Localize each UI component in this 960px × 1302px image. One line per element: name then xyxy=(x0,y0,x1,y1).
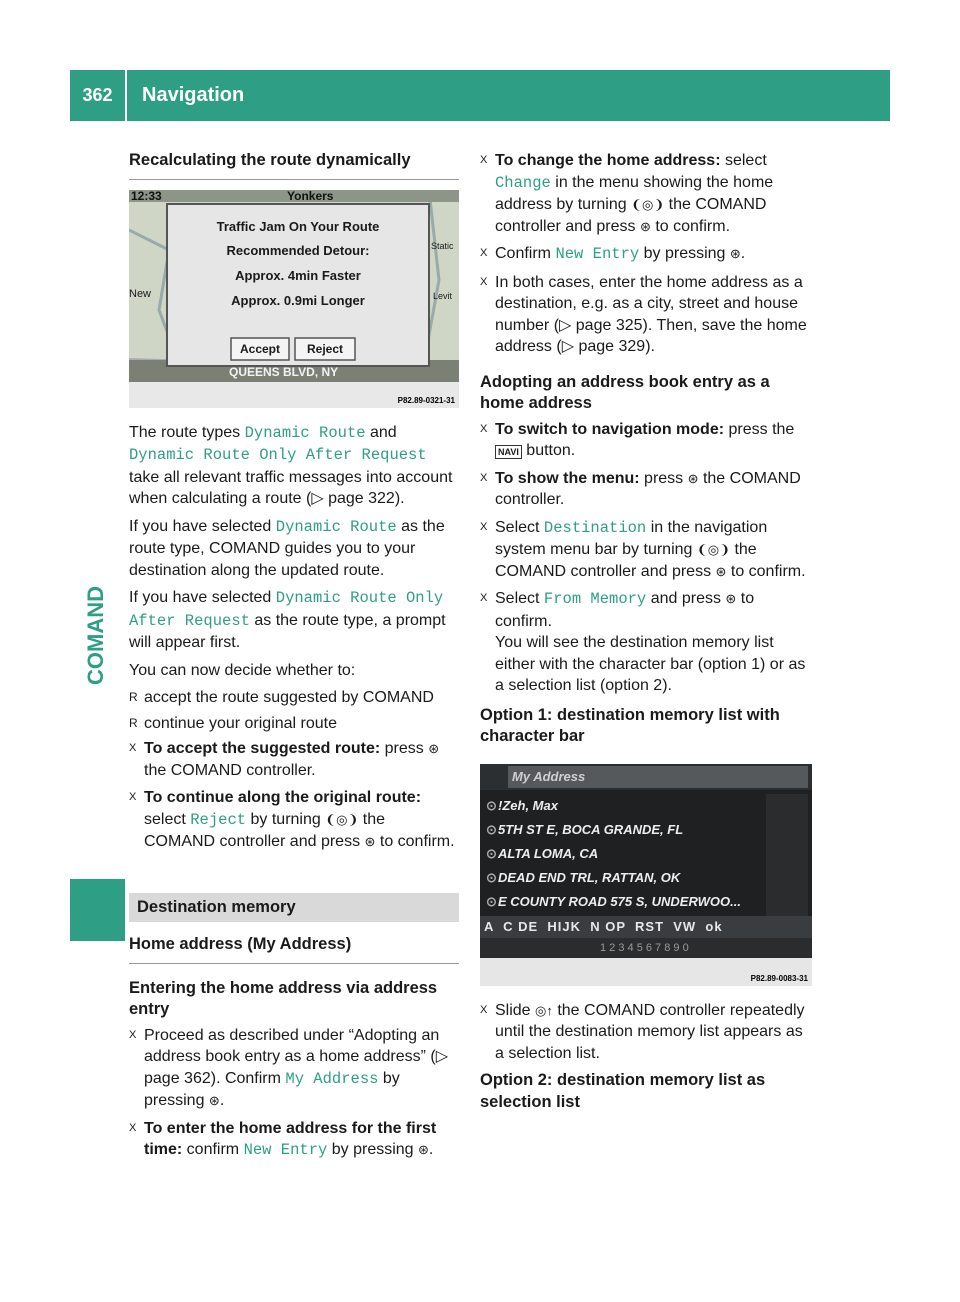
figure-code: P82.89-0083-31 xyxy=(750,973,808,983)
map-label-new: New xyxy=(129,287,152,300)
turn-controller-icon: ❨◎❩ xyxy=(631,197,665,212)
destination-memory-figure xyxy=(480,764,812,986)
turn-controller-icon: ❨◎❩ xyxy=(696,542,731,557)
paragraph-after-request: If you have selected Dynamic Route Only After Request as the route type, a prompt will appear first. xyxy=(129,589,446,651)
list-item[interactable]: ⊙DEAD END TRL, RATTAN, OK xyxy=(486,869,681,885)
press-controller-icon: ⊛ xyxy=(687,470,699,486)
slide-controller-icon: ◎↑ xyxy=(535,1002,553,1018)
reject-button[interactable]: Reject xyxy=(306,341,344,356)
step-enter-address: X In both cases, enter the home address as a destination, e.g. as a city, street and house number (▷ page 325). Then, save the home address (▷ page 329). xyxy=(480,273,807,355)
map-street: QUEENS BLVD, NY xyxy=(229,364,339,379)
press-controller-icon: ⊛ xyxy=(725,591,737,606)
map-time: 12:33 xyxy=(131,189,162,203)
paragraph-decide: You can now decide whether to: xyxy=(129,661,356,679)
figure-code: P82.89-0321-31 xyxy=(397,395,455,405)
paragraph-dynamic-route: If you have selected Dynamic Route as the route type, COMAND guides you to your destination along the updated route. xyxy=(129,517,445,579)
step-proceed: X Proceed as described under “Adopting an address book entry as a home address” (▷ page 362). Confirm My Address by pressing ⊛. xyxy=(129,1026,449,1109)
heading-option-1: Option 1: destination memory list with character bar xyxy=(480,705,780,745)
list-item: R continue your original route xyxy=(129,714,338,732)
step-navigation-mode: X To switch to navigation mode: press the NAVI button. xyxy=(480,420,795,459)
press-controller-icon: ⊛ xyxy=(364,834,376,849)
press-controller-icon: ⊛ xyxy=(428,741,440,756)
step-from-memory: X Select From Memory and press ⊛ to confirm. You will see the destination memory list either with the character bar (option 1) or as a selection list (option 2). xyxy=(480,590,806,694)
header-divider xyxy=(125,70,127,121)
step-change-home: X To change the home address: select Change in the menu showing the home address by turning ❨◎❩ the COMAND controller and press ⊛ to confirm. xyxy=(480,152,774,235)
press-controller-icon: ⊛ xyxy=(418,1142,429,1157)
list-item[interactable]: ⊙ALTA LOMA, CA xyxy=(486,845,599,861)
step-accept-route: X To accept the suggested route: press ⊛ the COMAND controller. xyxy=(129,740,440,779)
dialog-line-1: Traffic Jam On Your Route xyxy=(216,218,380,234)
number-bar[interactable]: 1 2 3 4 5 6 7 8 9 0 xyxy=(600,941,689,954)
paragraph-route-types: The route types Dynamic Route and Dynamic Route Only After Request take all relevant traffic messages into account when calculating a route (▷ page 322). xyxy=(129,423,453,507)
map-place: Yonkers xyxy=(287,189,334,203)
heading-adopting: Adopting an address book entry as a home address xyxy=(480,372,770,412)
left-column xyxy=(129,150,459,1168)
accept-button[interactable]: Accept xyxy=(239,341,280,356)
navi-button-icon: NAVI xyxy=(495,445,522,459)
press-controller-icon: ⊛ xyxy=(715,563,727,579)
list-item: R accept the route suggested by COMAND xyxy=(129,689,434,706)
page-number: 362 xyxy=(82,85,113,105)
step-show-menu: X To show the menu: press ⊛ the COMAND controller. xyxy=(480,469,801,508)
step-slide-controller: X Slide ◎↑ the COMAND controller repeatedly until the destination memory list appears as a selection list. xyxy=(480,1001,805,1062)
press-controller-icon: ⊛ xyxy=(729,246,741,261)
memory-title: My Address xyxy=(512,768,586,784)
subheading-home-address: Home address (My Address) xyxy=(129,934,459,964)
page-header xyxy=(70,70,890,121)
step-first-time: X To enter the home address for the first time: confirm New Entry by pressing ⊛. xyxy=(129,1119,437,1159)
heading-option-2: Option 2: destination memory list as selection list xyxy=(480,1071,766,1111)
list-item[interactable]: ⊙E COUNTY ROAD 575 S, UNDERWOO... xyxy=(486,893,741,909)
section-heading-recalc: Recalculating the route dynamically xyxy=(129,150,459,180)
dialog-line-3: Approx. 4min Faster xyxy=(235,267,361,283)
character-bar[interactable]: A C DE HIJK N OP RST VW ok xyxy=(484,918,723,934)
map-label-levit: Levit xyxy=(433,290,453,301)
step-select-destination: X Select Destination in the navigation system menu bar by turning ❨◎❩ the COMAND controller and press ⊛ to confirm. xyxy=(480,518,806,580)
subheading-address-entry: Entering the home address via address entry xyxy=(129,978,438,1018)
traffic-jam-figure xyxy=(129,190,459,408)
press-controller-icon: ⊛ xyxy=(639,218,651,234)
chapter-title: Navigation xyxy=(142,84,245,106)
step-continue-route: X To continue along the original route: select Reject by turning ❨◎❩ the COMAND controller and press ⊛ to confirm. xyxy=(129,789,455,850)
list-item[interactable]: ⊙5TH ST E, BOCA GRANDE, FL xyxy=(486,821,684,837)
side-tab-marker xyxy=(70,879,125,941)
dialog-line-4: Approx. 0.9mi Longer xyxy=(231,292,365,308)
section-bar-destination-memory: Destination memory xyxy=(129,893,459,923)
dialog-line-2: Recommended Detour: xyxy=(226,242,370,258)
press-controller-icon: ⊛ xyxy=(208,1093,220,1108)
side-tab-label: COMAND xyxy=(83,586,108,685)
list-item[interactable]: ⊙!Zeh, Max xyxy=(486,797,558,813)
side-tab xyxy=(70,121,125,1248)
step-confirm-new-entry: X Confirm New Entry by pressing ⊛. xyxy=(480,245,746,263)
map-label-static: Static xyxy=(431,240,454,251)
right-column xyxy=(480,150,812,1113)
turn-controller-icon: ❨◎❩ xyxy=(325,811,359,827)
